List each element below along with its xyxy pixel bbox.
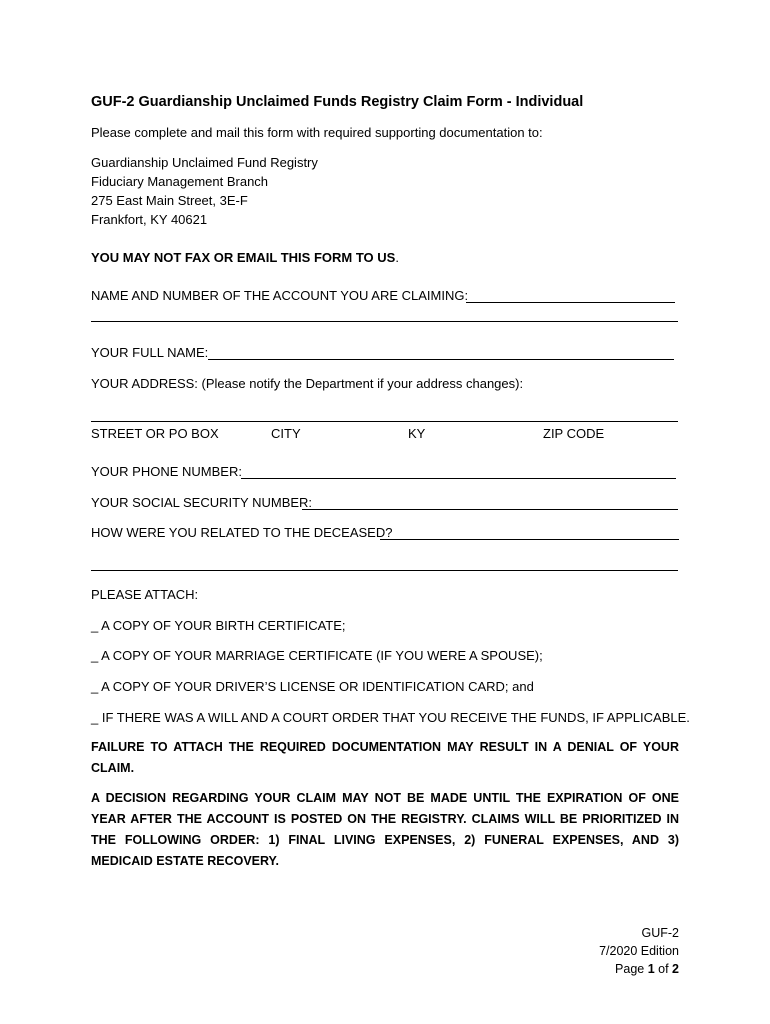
state-label: KY [408, 426, 426, 441]
address-line: Guardianship Unclaimed Fund Registry [91, 155, 318, 170]
phone-label: YOUR PHONE NUMBER: [91, 464, 242, 479]
ssn-label: YOUR SOCIAL SECURITY NUMBER: [91, 495, 313, 510]
attachment-item: _ A COPY OF YOUR MARRIAGE CERTIFICATE (IF YOU WERE A SPOUSE); [91, 648, 543, 663]
relation-field-line-2[interactable] [91, 570, 678, 571]
zip-label: ZIP CODE [543, 426, 605, 441]
attachment-item: _ A COPY OF YOUR BIRTH CERTIFICATE; [91, 618, 346, 633]
address-line: Frankfort, KY 40621 [91, 212, 208, 227]
account-field-line-2[interactable] [91, 321, 678, 322]
page-current: 1 [647, 962, 655, 976]
intro-text: Please complete and mail this form with required supporting documentation to: [91, 125, 543, 140]
page-prefix: Page [615, 962, 648, 976]
no-fax-notice [91, 250, 399, 265]
full-name-label: YOUR FULL NAME: [91, 345, 209, 360]
decision-notice: A DECISION REGARDING YOUR CLAIM MAY NOT BE MADE UNTIL THE EXPIRATION OF ONE YEAR AFTER THE ACCOUNT IS POSTED ON THE REGISTRY. CLAIMS WILL BE PRIORITIZED IN THE FOLLOWING ORDER: 1) FINAL LIVING EXPENSES, 2) FUNERAL EXPENSES, AND 3) MEDICAID ESTATE RECOVERY. [91, 791, 679, 868]
address-line: Fiduciary Management Branch [91, 174, 269, 189]
footer-form-id: GUF-2 [641, 926, 679, 940]
relation-label: HOW WERE YOU RELATED TO THE DECEASED? [91, 525, 393, 540]
failure-warning: FAILURE TO ATTACH THE REQUIRED DOCUMENTATION MAY RESULT IN A DENIAL OF YOUR CLAIM. [91, 740, 679, 775]
no-fax-period: . [395, 250, 399, 265]
phone-field[interactable] [241, 478, 676, 479]
page-total: 2 [672, 962, 679, 976]
no-fax-notice-text: YOU MAY NOT FAX OR EMAIL THIS FORM TO US [91, 250, 396, 265]
address-label: YOUR ADDRESS: (Please notify the Department if your address changes): [91, 376, 524, 391]
footer-page-number [615, 962, 679, 976]
page-of: of [654, 962, 673, 976]
ssn-field[interactable] [302, 509, 678, 510]
footer-edition: 7/2020 Edition [599, 944, 679, 958]
attachment-item: _ A COPY OF YOUR DRIVER’S LICENSE OR IDENTIFICATION CARD; and [91, 679, 534, 694]
relation-field[interactable] [380, 539, 679, 540]
address-line: 275 East Main Street, 3E-F [91, 193, 248, 208]
street-label: STREET OR PO BOX [91, 426, 219, 441]
address-field[interactable] [91, 421, 678, 422]
account-field[interactable] [466, 302, 675, 303]
attach-heading: PLEASE ATTACH: [91, 587, 199, 602]
account-label: NAME AND NUMBER OF THE ACCOUNT YOU ARE CLAIMING: [91, 288, 469, 303]
form-title: GUF-2 Guardianship Unclaimed Funds Registry Claim Form - Individual [91, 94, 584, 110]
city-label: CITY [271, 426, 301, 441]
full-name-field[interactable] [208, 359, 674, 360]
attachment-item: _ IF THERE WAS A WILL AND A COURT ORDER THAT YOU RECEIVE THE FUNDS, IF APPLICABLE. [91, 710, 690, 725]
